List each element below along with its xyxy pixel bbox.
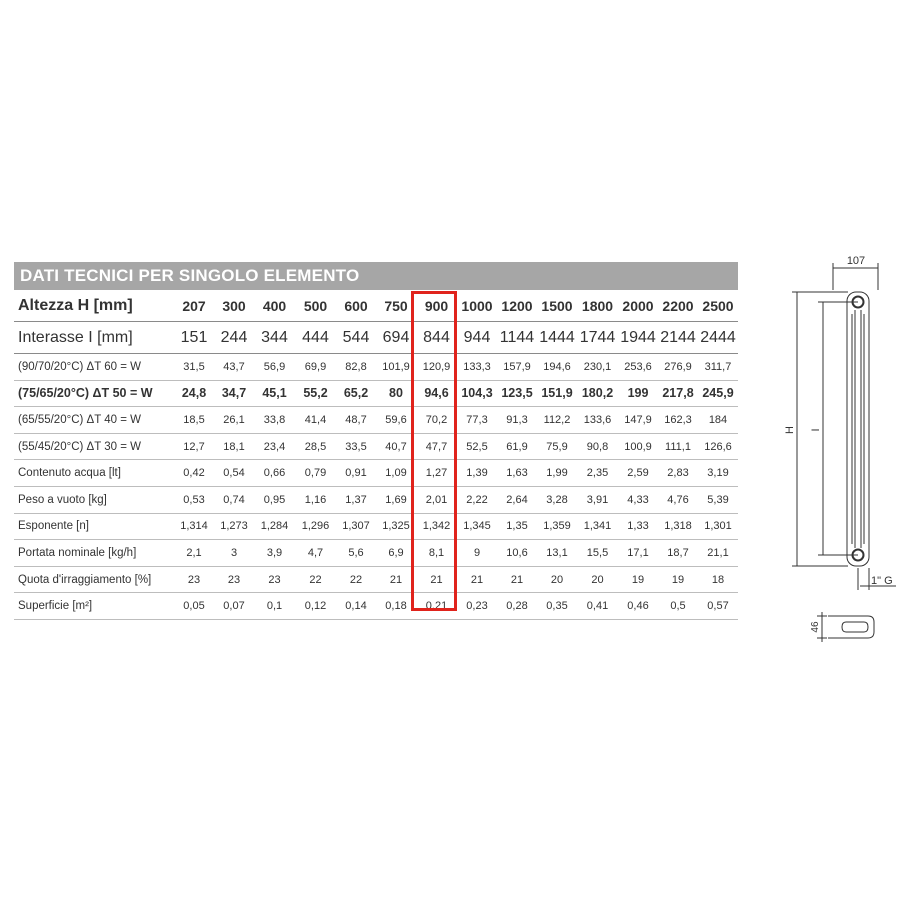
table-cell: 133,6	[577, 407, 618, 434]
table-cell: 1,296	[295, 513, 336, 540]
table-cell: 0,57	[698, 593, 738, 620]
table-cell: 17,1	[618, 540, 658, 567]
table-cell: 22	[336, 566, 376, 593]
table-cell: 1,69	[376, 486, 416, 513]
table-row	[14, 486, 738, 513]
table-cell: 344	[254, 322, 295, 354]
table-cell: 600	[336, 290, 376, 322]
table-cell: 100,9	[618, 433, 658, 460]
table-row	[14, 380, 738, 407]
table-cell: 0,14	[336, 593, 376, 620]
table-cell: 75,9	[537, 433, 577, 460]
table-cell: 2,1	[174, 540, 214, 567]
table-cell: 47,7	[416, 433, 457, 460]
table-cell: 19	[618, 566, 658, 593]
width-label: 107	[846, 255, 866, 267]
table-cell: 65,2	[336, 380, 376, 407]
table-cell: 1200	[497, 290, 537, 322]
table-cell: 1800	[577, 290, 618, 322]
row-label: (55/45/20°C) ΔT 30 = W	[14, 433, 174, 460]
table-cell: 5,39	[698, 486, 738, 513]
table-cell: 20	[577, 566, 618, 593]
table-cell: 40,7	[376, 433, 416, 460]
table-cell: 1,325	[376, 513, 416, 540]
table-cell: 0,46	[618, 593, 658, 620]
table-cell: 694	[376, 322, 416, 354]
table-cell: 3	[214, 540, 254, 567]
table-cell: 52,5	[457, 433, 497, 460]
table-cell: 61,9	[497, 433, 537, 460]
table-cell: 311,7	[698, 354, 738, 381]
table-cell: 1,342	[416, 513, 457, 540]
table-cell: 12,7	[174, 433, 214, 460]
table-cell: 59,6	[376, 407, 416, 434]
table-cell: 3,9	[254, 540, 295, 567]
table-cell: 0,12	[295, 593, 336, 620]
table-cell: 21,1	[698, 540, 738, 567]
table-cell: 26,1	[214, 407, 254, 434]
table-cell: 69,9	[295, 354, 336, 381]
table-cell: 444	[295, 322, 336, 354]
row-label: Interasse I [mm]	[14, 322, 174, 354]
table-cell: 56,9	[254, 354, 295, 381]
row-label: Esponente [n]	[14, 513, 174, 540]
table-cell: 844	[416, 322, 457, 354]
table-cell: 0,66	[254, 460, 295, 487]
table-cell: 900	[416, 290, 457, 322]
table-cell: 5,6	[336, 540, 376, 567]
table-cell: 194,6	[537, 354, 577, 381]
table-cell: 133,3	[457, 354, 497, 381]
table-cell: 217,8	[658, 380, 698, 407]
table-cell: 33,8	[254, 407, 295, 434]
table-cell: 1744	[577, 322, 618, 354]
table-cell: 1000	[457, 290, 497, 322]
table-cell: 2444	[698, 322, 738, 354]
table-cell: 1,284	[254, 513, 295, 540]
table-cell: 22	[295, 566, 336, 593]
table-cell: 1,314	[174, 513, 214, 540]
table-cell: 82,8	[336, 354, 376, 381]
table-row	[14, 566, 738, 593]
table-cell: 300	[214, 290, 254, 322]
table-cell: 45,1	[254, 380, 295, 407]
table-cell: 91,3	[497, 407, 537, 434]
table-cell: 207	[174, 290, 214, 322]
table-cell: 2,01	[416, 486, 457, 513]
table-cell: 1,39	[457, 460, 497, 487]
table-cell: 245,9	[698, 380, 738, 407]
table-cell: 34,7	[214, 380, 254, 407]
table-cell: 1,16	[295, 486, 336, 513]
table-row	[14, 354, 738, 381]
table-cell: 6,9	[376, 540, 416, 567]
table-row	[14, 407, 738, 434]
depth-label: 46	[810, 621, 821, 633]
table-cell: 199	[618, 380, 658, 407]
table-cell: 2,59	[618, 460, 658, 487]
table-cell: 184	[698, 407, 738, 434]
row-label: (90/70/20°C) ΔT 60 = W	[14, 354, 174, 381]
table-cell: 23	[254, 566, 295, 593]
table-cell: 2200	[658, 290, 698, 322]
row-label: Quota d'irraggiamento [%]	[14, 566, 174, 593]
table-cell: 21	[457, 566, 497, 593]
table-cell: 0,53	[174, 486, 214, 513]
table-cell: 151,9	[537, 380, 577, 407]
table-cell: 1,301	[698, 513, 738, 540]
table-cell: 0,1	[254, 593, 295, 620]
table-row	[14, 593, 738, 620]
table-cell: 28,5	[295, 433, 336, 460]
table-cell: 48,7	[336, 407, 376, 434]
table-cell: 15,5	[577, 540, 618, 567]
table-cell: 94,6	[416, 380, 457, 407]
table-cell: 4,76	[658, 486, 698, 513]
table-cell: 0,35	[537, 593, 577, 620]
table-row	[14, 290, 738, 322]
row-label: Altezza H [mm]	[14, 290, 174, 322]
table-cell: 1,35	[497, 513, 537, 540]
table-cell: 0,18	[376, 593, 416, 620]
table-cell: 18,7	[658, 540, 698, 567]
table-cell: 1,27	[416, 460, 457, 487]
table-cell: 4,33	[618, 486, 658, 513]
row-label: (65/55/20°C) ΔT 40 = W	[14, 407, 174, 434]
table-row	[14, 322, 738, 354]
table-cell: 3,91	[577, 486, 618, 513]
table-cell: 151	[174, 322, 214, 354]
table-cell: 13,1	[537, 540, 577, 567]
table-cell: 0,41	[577, 593, 618, 620]
table-cell: 4,7	[295, 540, 336, 567]
table-cell: 2500	[698, 290, 738, 322]
table-cell: 70,2	[416, 407, 457, 434]
table-cell: 2000	[618, 290, 658, 322]
table-cell: 31,5	[174, 354, 214, 381]
table-cell: 104,3	[457, 380, 497, 407]
table-cell: 0,05	[174, 593, 214, 620]
table-cell: 1,359	[537, 513, 577, 540]
table-cell: 3,28	[537, 486, 577, 513]
table-cell: 19	[658, 566, 698, 593]
spec-table	[14, 290, 738, 620]
table-cell: 2144	[658, 322, 698, 354]
table-cell: 244	[214, 322, 254, 354]
table-cell: 112,2	[537, 407, 577, 434]
table-cell: 101,9	[376, 354, 416, 381]
table-cell: 1444	[537, 322, 577, 354]
table-cell: 18	[698, 566, 738, 593]
table-cell: 0,28	[497, 593, 537, 620]
table-cell: 0,74	[214, 486, 254, 513]
table-cell: 1,37	[336, 486, 376, 513]
table-cell: 10,6	[497, 540, 537, 567]
table-cell: 2,83	[658, 460, 698, 487]
height-label: H	[784, 426, 796, 434]
table-cell: 162,3	[658, 407, 698, 434]
table-cell: 33,5	[336, 433, 376, 460]
row-label: (75/65/20°C) ΔT 50 = W	[14, 380, 174, 407]
table-cell: 1,63	[497, 460, 537, 487]
table-cell: 111,1	[658, 433, 698, 460]
table-cell: 0,79	[295, 460, 336, 487]
table-cell: 147,9	[618, 407, 658, 434]
table-cell: 43,7	[214, 354, 254, 381]
table-cell: 500	[295, 290, 336, 322]
table-cell: 1144	[497, 322, 537, 354]
table-cell: 3,19	[698, 460, 738, 487]
table-cell: 0,5	[658, 593, 698, 620]
table-cell: 2,64	[497, 486, 537, 513]
table-cell: 24,8	[174, 380, 214, 407]
table-cell: 944	[457, 322, 497, 354]
connection-label: 1" G	[871, 575, 893, 587]
table-cell: 23	[174, 566, 214, 593]
table-cell: 276,9	[658, 354, 698, 381]
table-title: DATI TECNICI PER SINGOLO ELEMENTO	[14, 262, 738, 290]
table-cell: 1500	[537, 290, 577, 322]
table-cell: 1,273	[214, 513, 254, 540]
table-cell: 120,9	[416, 354, 457, 381]
table-cell: 21	[416, 566, 457, 593]
table-cell: 2,22	[457, 486, 497, 513]
table-cell: 8,1	[416, 540, 457, 567]
table-cell: 23,4	[254, 433, 295, 460]
table-cell: 0,23	[457, 593, 497, 620]
row-label: Contenuto acqua [lt]	[14, 460, 174, 487]
table-cell: 0,21	[416, 593, 457, 620]
interaxis-label: I	[810, 428, 822, 432]
table-row	[14, 460, 738, 487]
table-cell: 0,91	[336, 460, 376, 487]
table-cell: 1,318	[658, 513, 698, 540]
table-row	[14, 433, 738, 460]
table-cell: 400	[254, 290, 295, 322]
table-cell: 1,33	[618, 513, 658, 540]
table-cell: 230,1	[577, 354, 618, 381]
table-cell: 180,2	[577, 380, 618, 407]
table-cell: 0,54	[214, 460, 254, 487]
table-cell: 253,6	[618, 354, 658, 381]
spec-panel	[14, 262, 738, 620]
table-row	[14, 540, 738, 567]
table-cell: 21	[376, 566, 416, 593]
table-cell: 1,341	[577, 513, 618, 540]
table-cell: 0,95	[254, 486, 295, 513]
table-cell: 55,2	[295, 380, 336, 407]
row-label: Portata nominale [kg/h]	[14, 540, 174, 567]
table-cell: 1944	[618, 322, 658, 354]
table-cell: 0,42	[174, 460, 214, 487]
radiator-drawing	[770, 250, 898, 650]
table-cell: 1,99	[537, 460, 577, 487]
table-cell: 544	[336, 322, 376, 354]
table-cell: 90,8	[577, 433, 618, 460]
table-cell: 126,6	[698, 433, 738, 460]
table-cell: 18,1	[214, 433, 254, 460]
table-cell: 18,5	[174, 407, 214, 434]
table-cell: 23	[214, 566, 254, 593]
table-cell: 0,07	[214, 593, 254, 620]
table-cell: 9	[457, 540, 497, 567]
table-cell: 41,4	[295, 407, 336, 434]
table-cell: 1,345	[457, 513, 497, 540]
table-cell: 80	[376, 380, 416, 407]
table-cell: 20	[537, 566, 577, 593]
table-cell: 157,9	[497, 354, 537, 381]
table-cell: 21	[497, 566, 537, 593]
table-cell: 1,09	[376, 460, 416, 487]
table-row	[14, 513, 738, 540]
table-cell: 750	[376, 290, 416, 322]
table-cell: 123,5	[497, 380, 537, 407]
row-label: Superficie [m²]	[14, 593, 174, 620]
table-cell: 1,307	[336, 513, 376, 540]
table-cell: 77,3	[457, 407, 497, 434]
table-cell: 2,35	[577, 460, 618, 487]
row-label: Peso a vuoto [kg]	[14, 486, 174, 513]
